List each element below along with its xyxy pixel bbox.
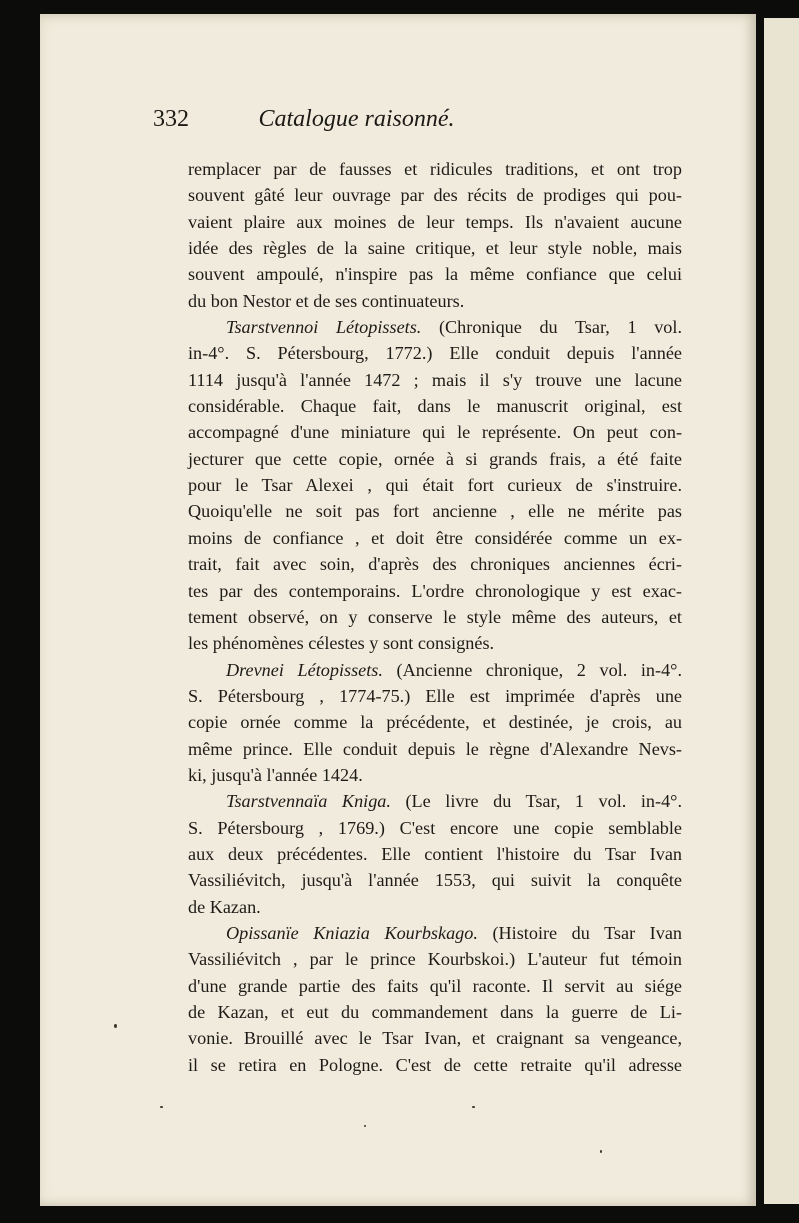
text-line: les phénomènes célestes y sont consignés.: [188, 633, 495, 654]
entry-title: Opissanïe Kniazia Kourbskago.: [226, 922, 478, 943]
text-line: d'une grande partie des faits qu'il raconte. Il servit au siége: [188, 975, 682, 996]
entry-heading-line: Tsarstvennoi Létopissets. (Chronique du Tsar, 1 vol.: [226, 317, 682, 338]
entry-title: Drevnei Létopissets.: [226, 659, 383, 680]
text-line: vaient plaire aux moines de leur temps. Ils n'avaient aucune: [188, 211, 682, 232]
text-line: tes par des contemporains. L'ordre chronologique y est exac-: [188, 580, 682, 601]
paper-speck: [114, 1024, 117, 1028]
text-line: ki, jusqu'à l'année 1424.: [188, 764, 363, 785]
text-line: copie ornée comme la précédente, et destinée, je crois, au: [188, 712, 682, 733]
text-line: de Kazan.: [188, 896, 261, 917]
entry-heading-line: Opissanïe Kniazia Kourbskago. (Histoire du Tsar Ivan: [226, 922, 682, 943]
entry-heading-line: Drevnei Létopissets. (Ancienne chronique, 2 vol. in-4°.: [226, 659, 682, 680]
running-title: Catalogue raisonné.: [258, 106, 455, 132]
text-line: vonie. Brouillé avec le Tsar Ivan, et craignant sa vengeance,: [188, 1028, 682, 1049]
text-line: de Kazan, et eut du commandement dans la guerre de Li-: [188, 1002, 682, 1022]
text-line: pour le Tsar Alexei , qui était fort curieux de s'instruire.: [188, 475, 682, 496]
text-line: trait, fait avec soin, d'après des chroniques anciennes écri-: [188, 554, 682, 575]
body-text: [188, 156, 682, 1078]
text-line: souvent gâté leur ouvrage par des récits de prodiges qui pou-: [188, 185, 682, 206]
text-line: jecturer que cette copie, ornée à si grands frais, a été faite: [188, 448, 682, 469]
text-line: il se retira en Pologne. C'est de cette retraite qu'il adresse: [188, 1054, 682, 1075]
text-line: accompagné d'une miniature qui le représente. On peut con-: [188, 422, 682, 443]
entry-title: Tsarstvennoi Létopissets.: [226, 317, 422, 338]
text-line: idée des règles de la saine critique, et leur style noble, mais: [188, 238, 682, 259]
paper-speck: [160, 1106, 163, 1108]
page-header: [153, 104, 560, 140]
facing-page-edge: [764, 18, 799, 1204]
entry-heading-line: Tsarstvennaïa Kniga. (Le livre du Tsar, 1 vol. in-4°.: [226, 791, 682, 812]
paper-speck: [472, 1106, 475, 1108]
paper-speck: [364, 1125, 366, 1127]
text-line: même prince. Elle conduit depuis le règne d'Alexandre Nevs-: [188, 738, 682, 759]
paper-speck: [600, 1150, 602, 1153]
page-number: 332: [153, 106, 189, 132]
text-line: aux deux précédentes. Elle contient l'histoire du Tsar Ivan: [188, 843, 682, 864]
text-line: moins de confiance , et doit être considérée comme un ex-: [188, 527, 682, 548]
text-line: 1114 jusqu'à l'année 1472 ; mais il s'y trouve une lacune: [188, 369, 682, 390]
text-line: Vassiliévitch , par le prince Kourbskoi.) L'auteur fut témoin: [188, 949, 682, 970]
text-line: remplacer par de fausses et ridicules traditions, et ont trop: [188, 159, 682, 179]
text-line: tement observé, on y conserve le style même des auteurs, et: [188, 606, 682, 627]
text-line: Vassiliévitch, jusqu'à l'année 1553, qui suivit la conquête: [188, 870, 682, 891]
text-line: du bon Nestor et de ses continuateurs.: [188, 290, 465, 311]
text-line: Quoiqu'elle ne soit pas fort ancienne , elle ne mérite pas: [188, 501, 682, 522]
text-line: considérable. Chaque fait, dans le manuscrit original, est: [188, 396, 682, 417]
text-line: in-4°. S. Pétersbourg, 1772.) Elle conduit depuis l'année: [188, 343, 682, 364]
entry-title: Tsarstvennaïa Kniga.: [226, 791, 391, 812]
text-line: S. Pétersbourg , 1769.) C'est encore une copie semblable: [188, 817, 682, 838]
text-line: souvent ampoulé, n'inspire pas la même confiance que celui: [188, 264, 682, 285]
text-line: S. Pétersbourg , 1774-75.) Elle est imprimée d'après une: [188, 685, 682, 706]
